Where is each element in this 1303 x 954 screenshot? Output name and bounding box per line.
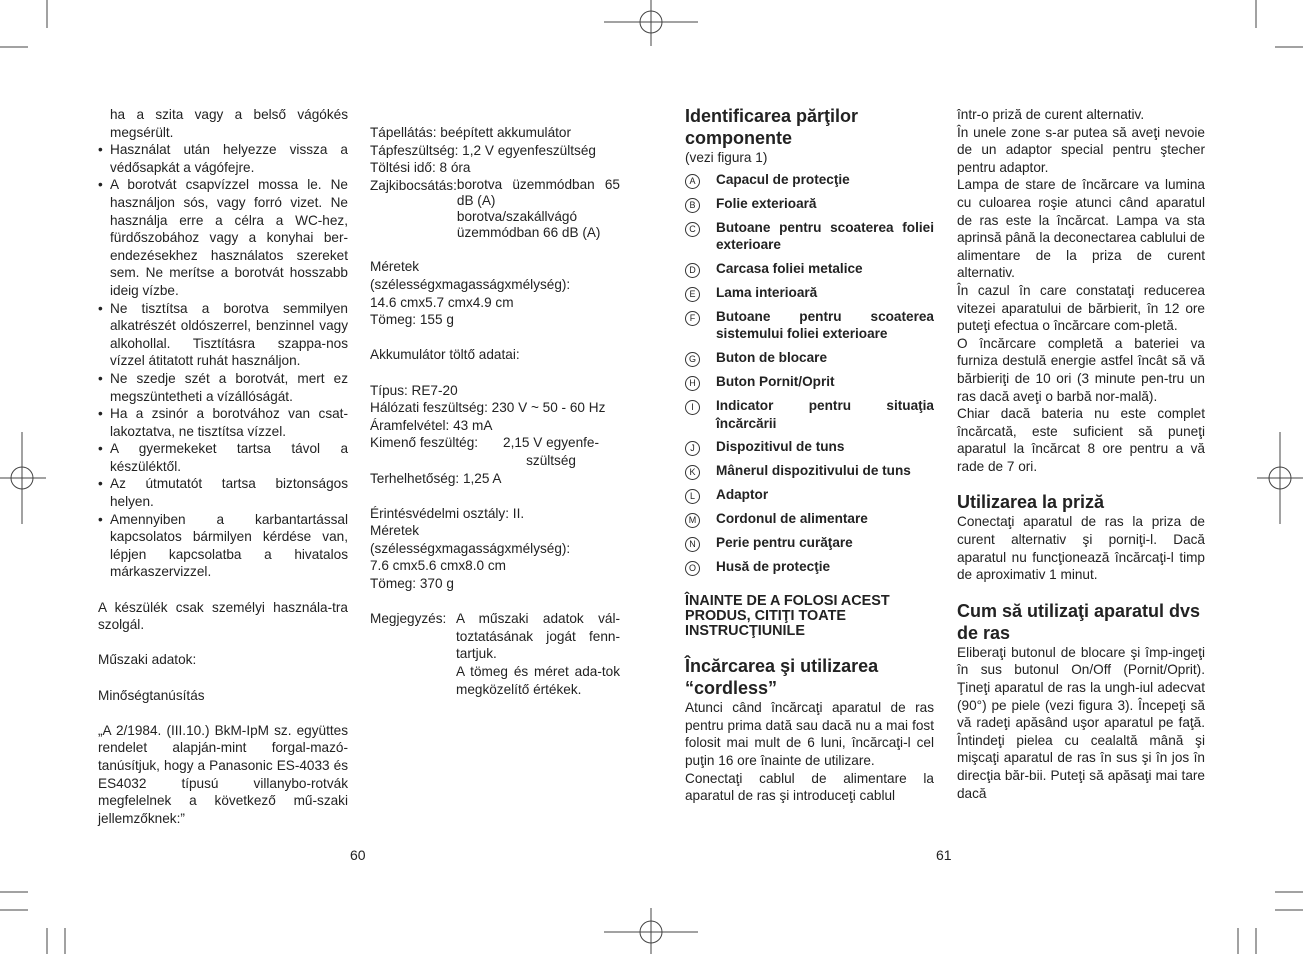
- part-name: Lama interioară: [716, 284, 818, 300]
- warning-heading: ÎNAINTE DE A FOLOSI ACEST PRODUS, CITIŢI TOATE INSTRUCŢIUNILE: [685, 593, 890, 640]
- spec-current: Áramfelvétel: 43 mA: [370, 417, 493, 433]
- list-item: [685, 195, 934, 213]
- bullet-item: • Ne szedje szét a borotvát, mert ez megszüntetheti a vízállóságát.: [98, 370, 348, 405]
- list-item: [685, 260, 934, 278]
- bullet-item: • A gyermekeket tartsa távol a készüléktől.: [98, 440, 348, 475]
- part-name: Folie exterioară: [716, 195, 817, 211]
- parts-list: [685, 171, 934, 577]
- spec-dims-label: Méretek (szélességxmagasságxmélység):: [370, 259, 571, 292]
- spec-dims2-value: 7.6 cmx5.6 cmx8.0 cm: [370, 558, 506, 574]
- left-column-1: [98, 106, 348, 827]
- bullet-item: • Az útmutatót tartsa biztonságos helyen.: [98, 475, 348, 510]
- part-name: Buton Pornit/Oprit: [716, 373, 835, 389]
- tech-data-label: Műszaki adatok:: [98, 652, 197, 668]
- quality-cert-label: Minőségtanúsítás: [98, 687, 205, 703]
- registration-mark-bottom: [604, 908, 698, 954]
- bullet-item: • Használat után helyezze vissza a védősapkát a vágófejre.: [98, 141, 348, 176]
- part-letter-badge: K: [685, 465, 700, 480]
- part-letter-badge: I: [685, 400, 700, 415]
- left-column-2: [370, 124, 620, 698]
- part-letter-badge: F: [685, 311, 700, 326]
- spec-note: [370, 610, 620, 698]
- section-heading-usage: Cum să utilizaţi aparatul dvs de ras: [957, 600, 1201, 643]
- list-item: [685, 510, 934, 528]
- part-letter-badge: L: [685, 489, 700, 504]
- part-letter-badge: D: [685, 263, 700, 278]
- list-item: [685, 349, 934, 367]
- spec-load: Terhelhetőség: 1,25 A: [370, 470, 502, 486]
- spec-mains-voltage: Hálózati feszültség: 230 V ~ 50 - 60 Hz: [370, 400, 606, 416]
- spec-weight2: Tömeg: 370 g: [370, 576, 454, 592]
- charging-paragraph-1: Atunci când încărcaţi aparatul de ras pentru prima dată sau dacă nu a mai fost folosit mai mult de 6 luni, încărcaţi-l cel puţin 16 ore înainte de utilizare.: [685, 700, 934, 768]
- declaration-text: „A 2/1984. (III.10.) BkM-IpM sz. együttes rendelet alapján-mint forgal-mazó-tanúsítjuk, hogy a Panasonic ES-4033 és ES4032 típusú villanybo-rotvák megfelelnek a következő mű-szaki jellemzőknek:”: [98, 722, 348, 826]
- paragraph: Conectaţi aparatul de ras la priza de curent alternativ şi porniţi-l. Dacă aparatul nu funcţionează încărcaţi-l timp de aproximativ 1 minut.: [957, 514, 1205, 583]
- part-name: Indicator pentru situaţia încărcării: [716, 397, 934, 431]
- section-heading-outlet: Utilizarea la priză: [957, 492, 1105, 513]
- part-letter-badge: H: [685, 376, 700, 391]
- part-letter-badge: C: [685, 222, 700, 237]
- part-name: Perie pentru curăţare: [716, 535, 853, 551]
- bullet-item: • A borotvát csapvízzel mossa le. Ne használjon sós, vagy forró vizet. Ne használja erre a célra a WC-hez, fürdőszobához vagy a konyhai ber-endezésekhez használatos szereket sem. Ne merítse a borotvát hosszabb ideig vízbe.: [98, 176, 348, 299]
- part-letter-badge: O: [685, 561, 700, 576]
- bullet-item: • Ne tisztítsa a borotva semmilyen alkatrészét oldószerrel, benzinnel vagy alkohollal. Tisztításra szappa-nos vízzel átitatott ruhát használjon.: [98, 300, 348, 370]
- spec-dims-value: 14.6 cmx5.7 cmx4.9 cm: [370, 294, 514, 310]
- right-column-1: [685, 105, 934, 805]
- list-item: [685, 373, 934, 391]
- spec-weight: Tömeg: 155 g: [370, 312, 454, 328]
- paragraph: Lampa de stare de încărcare va lumina cu culoarea roşie atunci când aparatul de ras este la încărcat. Lampa va sta aprinsă până la deconectarea cablului de alimentare de la priza de curent alternativ.: [957, 177, 1205, 281]
- part-letter-badge: B: [685, 198, 700, 213]
- spec-protection-class: Érintésvédelmi osztály: II.: [370, 505, 525, 521]
- list-item: [685, 219, 934, 254]
- spec-charge-time: Töltési idő: 8 óra: [370, 160, 471, 176]
- list-item: [685, 558, 934, 576]
- paragraph: O încărcare completă a bateriei va furniza destulă energie astfel încât să vă bărbieriţi de 10 ori (3 minute pen-tru un ras dacă aveţi o barbă nor-mală).: [957, 335, 1205, 404]
- charger-data-label: Akkumulátor töltő adatai:: [370, 347, 520, 363]
- part-name: Carcasa foliei metalice: [716, 260, 863, 276]
- bullet-item: • Ha a zsinór a borotvához van csat-lakoztatva, ne tisztítsa vízzel.: [98, 405, 348, 440]
- paragraph: În cazul în care constataţi reducerea vitezei aparatului de bărbierit, în 12 ore puteţi efectua o încărcare com-pletă.: [957, 282, 1205, 334]
- paragraph: Chiar dacă bateria nu este complet încărcată, este suficient să puneţi aparatul la încărcat 8 ore pentru a vă rade de 7 ori.: [957, 406, 1205, 474]
- paragraph: Eliberaţi butonul de blocare şi împ-ingeţi în sus butonul On/Off (Pornit/Oprit). Ţineţi aparatul de ras la ungh-iul adecvat (90°) pe piele (vezi figura 3). Începeţi să vă radeţi apăsând uşor aparatul pe faţă. Întindeţi pielea cu cealaltă mână şi mişcaţi aparatul de ras în sus şi în jos în direcţia băr-bii. Puteţi să apăsaţi mai tare dacă: [957, 644, 1205, 801]
- spec-noise: [370, 177, 620, 241]
- part-name: Cordonul de alimentare: [716, 511, 868, 527]
- part-name: Capacul de protecţie: [716, 171, 850, 187]
- bullet-item: • Amennyiben a karbantartással kapcsolatos bármilyen kérdése van, lépjen kapcsolatba a hivatalos márkaszervizzel.: [98, 511, 348, 581]
- part-letter-badge: M: [685, 513, 700, 528]
- list-item: [685, 284, 934, 302]
- list-item: [685, 171, 934, 189]
- spec-noise-value-1: borotva üzemmódban 65 dB (A): [456, 176, 620, 208]
- part-name: Husă de protecţie: [716, 559, 831, 575]
- part-name: Dispozitivul de tuns: [716, 439, 845, 455]
- list-item: [685, 397, 934, 432]
- spec-out-voltage: [370, 434, 620, 469]
- spec-noise-value-2: borotva/szakállvágó üzemmódban 66 dB (A): [456, 208, 601, 240]
- paragraph: În unele zone s-ar putea să aveţi nevoie de un adaptor special pentru ştecher pentru adaptor.: [957, 124, 1205, 175]
- spec-note-key: Megjegyzés:: [370, 611, 447, 627]
- part-name: Adaptor: [716, 487, 769, 503]
- list-item: [685, 486, 934, 504]
- paragraph: într-o priză de curent alternativ.: [957, 107, 1145, 122]
- spec-voltage: Tápfeszültség: 1,2 V egyenfeszültség: [370, 142, 596, 158]
- spec-power-supply: Tápellátás: beépített akkumulátor: [370, 125, 571, 140]
- registration-mark-top: [604, 0, 698, 46]
- page-number-left: 60: [350, 847, 366, 863]
- spec-type: Típus: RE7-20: [370, 382, 458, 398]
- list-item: [685, 308, 934, 343]
- right-column-2: [957, 106, 1205, 802]
- personal-use-note: A készülék csak személyi használa-tra szolgál.: [98, 599, 348, 633]
- bullet-continuation: ha a szita vagy a belső vágókés megsérült.: [110, 107, 348, 140]
- spec-out-voltage-key: Kimenő feszültég:: [370, 435, 479, 451]
- part-letter-badge: N: [685, 537, 700, 552]
- charging-paragraph-2: Conectaţi cablul de alimentare la aparatul de ras şi introduceţi cablul: [685, 770, 934, 804]
- registration-mark-right: [1257, 432, 1303, 524]
- see-figure-note: (vezi figura 1): [685, 150, 768, 165]
- part-name: Mânerul dispozitivului de tuns: [716, 463, 911, 479]
- spec-note-value-1: A műszaki adatok vál-toztatásának jogát fenn-tartjuk.: [456, 611, 620, 662]
- part-letter-badge: A: [685, 174, 700, 189]
- section-heading-parts: Identificarea părţilor componente: [685, 106, 859, 148]
- part-letter-badge: G: [685, 352, 700, 367]
- list-item: [685, 438, 934, 456]
- spec-note-value-2: A tömeg és méret ada-tok megközelítő értékek.: [456, 664, 620, 697]
- list-item: [685, 462, 934, 480]
- page-number-right: 61: [936, 847, 952, 863]
- list-item: [685, 534, 934, 552]
- part-letter-badge: J: [685, 441, 700, 456]
- spec-dims2-label: Méretek (szélességxmagasságxmélység):: [370, 523, 571, 556]
- part-letter-badge: E: [685, 287, 700, 302]
- part-name: Buton de blocare: [716, 349, 828, 365]
- spec-noise-key: Zajkibocsátás:: [370, 177, 457, 193]
- part-name: Butoane pentru scoaterea foliei exterioare: [716, 219, 934, 253]
- registration-mark-left: [0, 432, 46, 524]
- part-name: Butoane pentru scoaterea sistemului foliei exterioare: [716, 308, 934, 342]
- spec-out-voltage-value: 2,15 V egyenfe-szültség: [503, 435, 600, 468]
- section-heading-charging: Încărcarea şi utilizarea “cordless”: [685, 656, 879, 699]
